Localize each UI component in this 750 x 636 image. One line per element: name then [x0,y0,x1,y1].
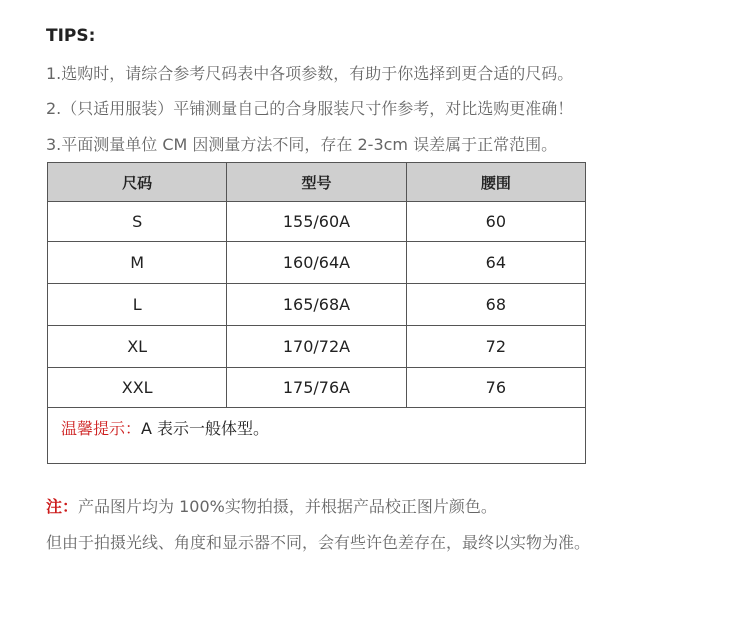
table-note-cell [48,408,586,464]
cell-waist: 68 [406,284,585,326]
table-row [48,326,586,368]
tip-line-2: 2.（只适用服装）平铺测量自己的合身服装尺寸作参考，对比选购更准确！ [46,99,574,118]
cell-waist: 60 [406,202,585,242]
cell-waist: 76 [406,368,585,408]
cell-waist: 72 [406,326,585,368]
table-row [48,202,586,242]
note-label: 温馨提示： [61,419,142,438]
size-chart-table [47,162,586,464]
cell-waist: 64 [406,242,585,284]
footer-line-1 [46,494,497,517]
footer-note-label: 注： [46,497,79,516]
cell-model: 170/72A [227,326,406,368]
cell-size: XXL [48,368,227,408]
tip-line-1: 1.选购时，请综合参考尺码表中各项参数，有助于你选择到更合适的尺码。 [46,64,574,83]
cell-model: 160/64A [227,242,406,284]
table-row [48,242,586,284]
cell-size: S [48,202,227,242]
cell-size: L [48,284,227,326]
footer-line-1-text: 产品图片均为 100%实物拍摄，并根据产品校正图片颜色。 [78,497,497,516]
cell-model: 175/76A [227,368,406,408]
tips-title: TIPS: [46,26,96,46]
header-waist: 腰围 [406,163,585,202]
cell-model: 155/60A [227,202,406,242]
tip-line-3: 3.平面测量单位 CM 因测量方法不同，存在 2-3cm 误差属于正常范围。 [46,135,558,154]
cell-size: M [48,242,227,284]
header-model: 型号 [227,163,406,202]
table-row [48,368,586,408]
cell-size: XL [48,326,227,368]
header-size: 尺码 [48,163,227,202]
table-note-row [48,408,586,464]
table-row [48,284,586,326]
footer-line-2: 但由于拍摄光线、角度和显示器不同，会有些许色差存在，最终以实物为准。 [46,533,591,552]
cell-model: 165/68A [227,284,406,326]
note-text: A 表示一般体型。 [141,419,270,438]
table-header-row [48,163,586,202]
